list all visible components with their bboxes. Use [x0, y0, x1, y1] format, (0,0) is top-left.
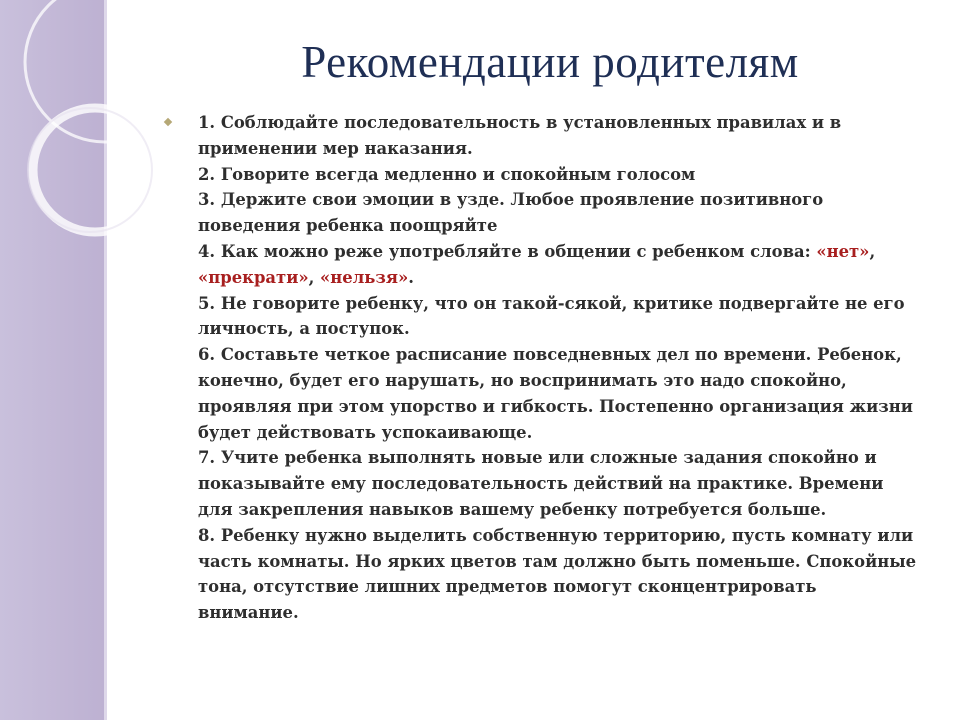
item-text: 4. Как можно реже употребляйте в общении с ребенком слова:: [198, 241, 817, 261]
item-text: .: [408, 267, 414, 287]
highlight-word: «нельзя»: [320, 267, 409, 287]
list-item: 5. Не говорите ребенку, что он такой-сякой, критике подвергайте не его личность, а поступок.: [198, 293, 905, 339]
separator: ,: [308, 267, 321, 287]
list-item: 8. Ребенку нужно выделить собственную территорию, пусть комнату или часть комнаты. Но ярких цветов там должно быть поменьше. Спокойные тона, отсутствие лишних предметов помогут сконцентрировать внимание.: [198, 525, 917, 623]
list-item: 1. Соблюдайте последовательность в установленных правилах и в применении мер наказания.: [198, 113, 842, 158]
separator: ,: [869, 241, 876, 261]
highlight-word: «нет»: [816, 241, 870, 261]
list-item: 2. Говорите всегда медленно и спокойным голосом: [198, 164, 696, 184]
list-item: 6. Составьте четкое расписание повседневных дел по времени. Ребенок, конечно, будет его нарушать, но воспринимать это надо спокойно, проявляя при этом упорство и гибкость. Постепенно организация жизни будет действовать успокаивающе.: [198, 345, 913, 442]
list-item: 3. Держите свои эмоции в узде. Любое проявление позитивного поведения ребенка поощряйте: [198, 190, 824, 236]
recommendations-list: [172, 110, 922, 626]
list-item: 7. Учите ребенка выполнять новые или сложные задания спокойно и показывайте ему последовательность действий на практике. Времени для закрепления навыков вашему ребенку потребуется больше.: [198, 448, 884, 519]
list-item: [198, 239, 922, 291]
highlight-word: «прекрати»: [198, 267, 309, 287]
slide-title: Рекомендации родителям: [301, 37, 799, 87]
